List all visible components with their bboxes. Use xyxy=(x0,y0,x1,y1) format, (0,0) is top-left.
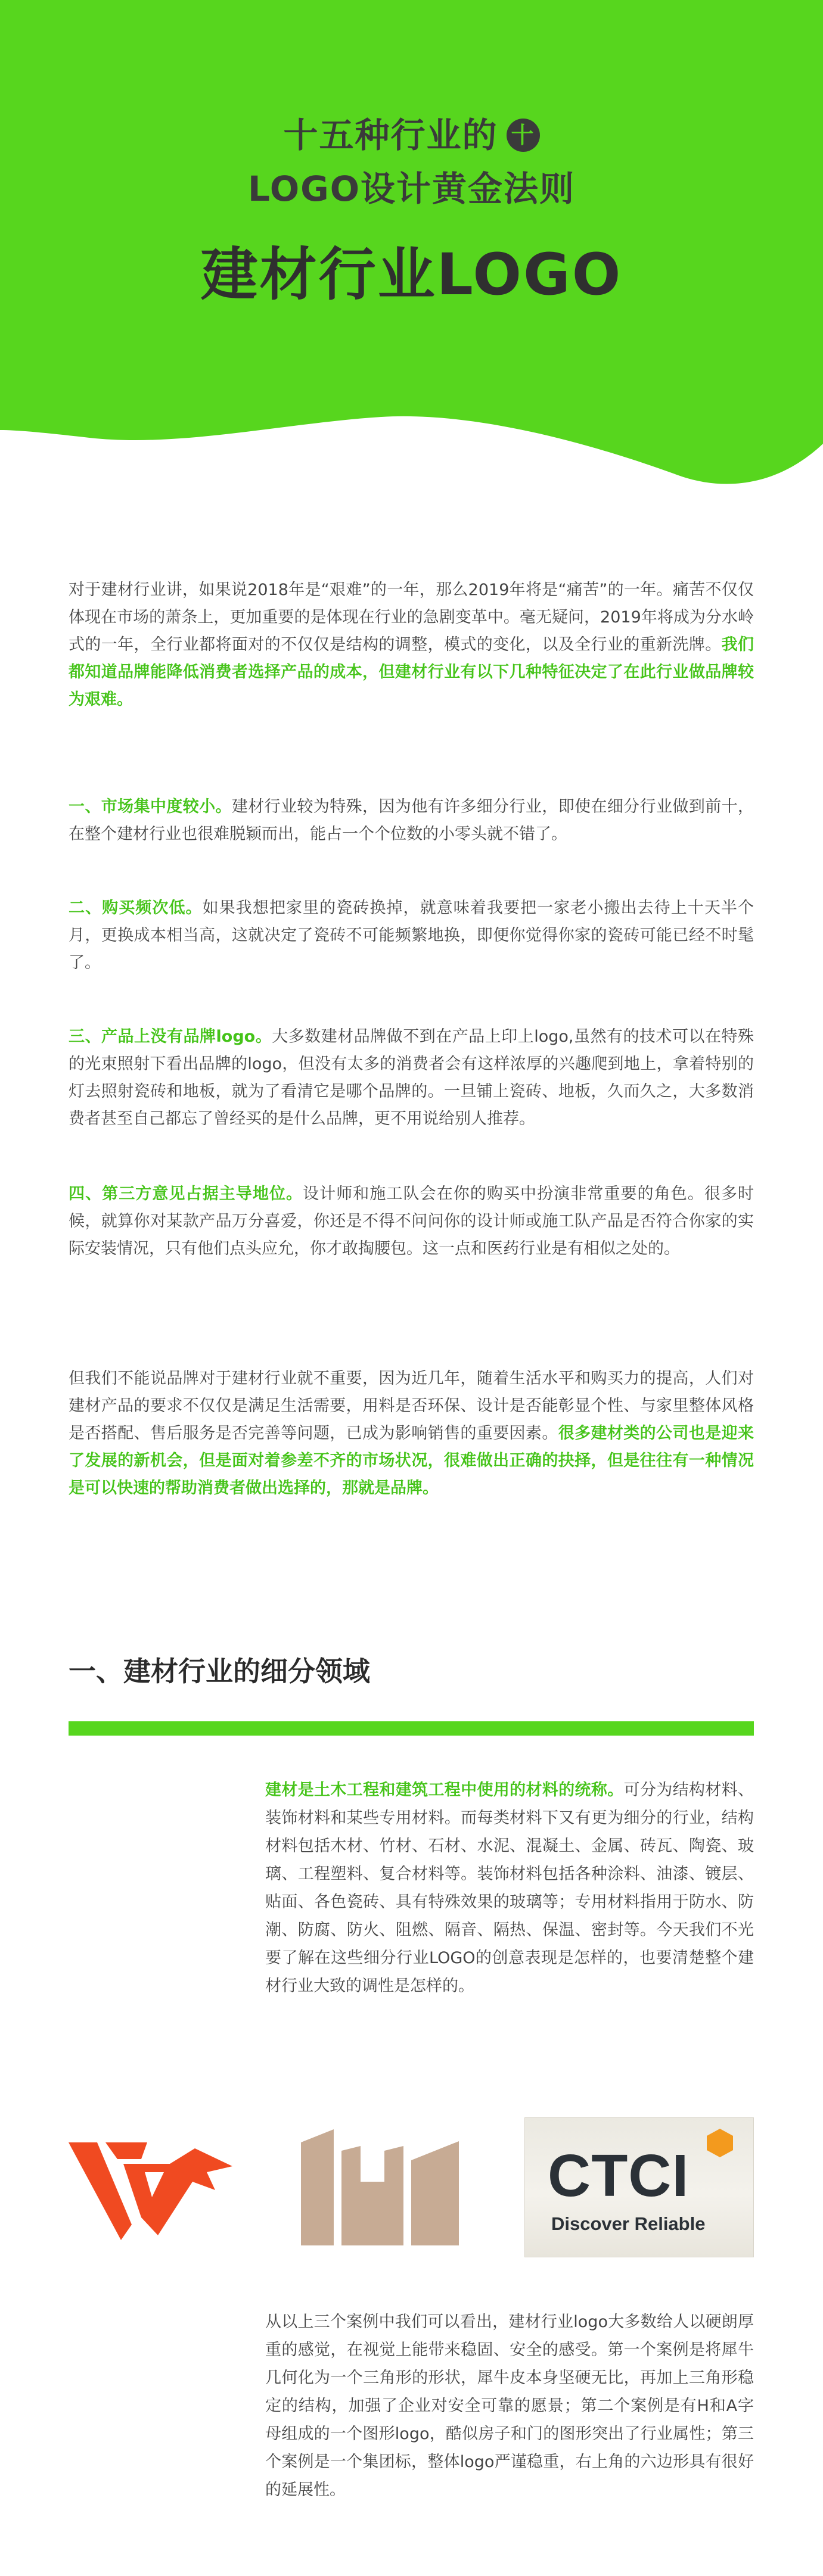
point-title-2: 二、购买频次低。 xyxy=(69,899,203,917)
hero-banner xyxy=(0,0,823,512)
point-paragraph-4: 四、第三方意见占据主导地位。设计师和施工队会在你的购买中扮演非常重要的角色。很多时候，就算你对某款产品万分喜爱，你还是不得不问问你的设计师或施工队产品是否符合你家的实际安装情况，只有他们点头应允，你才敢掏腰包。这一点和医药行业是有相似之处的。 xyxy=(69,1185,754,1258)
section-paragraph: 建材是土木工程和建筑工程中使用的材料的统称。可分为结构材料、装饰材料和某些专用材料。而每类材料下又有更为细分的行业，结构材料包括木材、竹材、石材、水泥、混凝土、金属、砖瓦、陶瓷、玻璃、工程塑料、复合材料等。装饰材料包括各种涂料、油漆、镀层、贴面、各色瓷砖、具有特殊效果的玻璃等；专用材料指用于防水、防潮、防腐、防火、阻燃、隔音、隔热、保温、密封等。今天我们不光要了解在这些细分行业LOGO的创意表现是怎样的，也要清楚整个建材行业大致的调性是怎样的。 xyxy=(265,1781,754,1995)
ten-badge-icon: 十 xyxy=(507,119,540,152)
point-title-4: 四、第三方意见占据主导地位。 xyxy=(69,1185,303,1203)
section-divider-bar xyxy=(69,1721,754,1736)
point-paragraph-1: 一、市场集中度较小。建材行业较为特殊，因为他有许多细分行业，即使在细分行业做到前十，在整个建材行业也很难脱颖而出，能占一个个位数的小零头就不错了。 xyxy=(69,798,754,843)
section-lead: 建材是土木工程和建筑工程中使用的材料的统称。 xyxy=(265,1781,624,1799)
ha-house-door-logo-icon xyxy=(301,2129,459,2245)
point-paragraph-3: 三、产品上没有品牌logo。大多数建材品牌做不到在产品上印上logo,虽然有的技术可以在特殊的光束照射下看出品牌的logo，但没有太多的消费者会有这样浓厚的兴趣爬到地上，拿着特别的灯去照射瓷砖和地板，就为了看清它是哪个品牌的。一旦铺上瓷砖、地板，久而久之，大多数消费者甚至自己都忘了曾经买的是什么品牌，更不用说给别人推荐。 xyxy=(69,1027,754,1128)
hexagon-icon xyxy=(707,2129,733,2157)
section-heading: 一、建材行业的细分领域 xyxy=(69,1655,370,1687)
conclusion-highlight: 很多建材类的公司也是迎来了发展的新机会，但是面对着参差不齐的市场状况，很难做出正确的抉择，但是往往有一种情况是可以快速的帮助消费者做出选择的，那就是品牌。 xyxy=(69,1424,754,1497)
rhino-triangle-logo-icon xyxy=(69,2135,232,2242)
point-paragraph-2: 二、购买频次低。如果我想把家里的瓷砖换掉，就意味着我要把一家老小搬出去待上十天半个月，更换成本相当高，这就决定了瓷砖不可能频繁地换，即便你觉得你家的瓷砖可能已经不时髦了。 xyxy=(69,899,754,972)
point-title-3: 三、产品上没有品牌logo。 xyxy=(69,1027,272,1046)
ctci-wordmark: CTCI xyxy=(548,2142,690,2209)
ctci-logo xyxy=(524,2117,754,2257)
intro-paragraph: 对于建材行业讲，如果说2018年是“艰难”的一年，那么2019年将是“痛苦”的一年。痛苦不仅仅体现在市场的萧条上，更加重要的是体现在行业的急剧变革中。毫无疑问，2019年将成为分水岭式的一年，全行业都将面对的不仅仅是结构的调整，模式的变化，以及全行业的重新洗牌。我们都知道品牌能降低消费者选择产品的成本，但建材行业有以下几种特征决定了在此行业做品牌较为艰难。 xyxy=(69,581,754,709)
intro-highlight: 我们都知道品牌能降低消费者选择产品的成本，但建材行业有以下几种特征决定了在此行业做品牌较为艰难。 xyxy=(69,636,754,709)
analysis-paragraph: 从以上三个案例中我们可以看出，建材行业logo大多数给人以硬朗厚重的感觉，在视觉上能带来稳固、安全的感受。第一个案例是将犀牛几何化为一个三角形的形状，犀牛皮本身坚硬无比，再加上三角形稳定的结构，加强了企业对安全可靠的愿景；第二个案例是有H和A字母组成的一个图形logo，酷似房子和门的图形突出了行业属性；第三个案例是一个集团标，整体logo严谨稳重，右上角的六边形具有很好的延展性。 xyxy=(265,2313,754,2499)
ctci-tagline: Discover Reliable xyxy=(551,2213,706,2234)
hero-subtitle-line2: LOGO设计黄金法则 xyxy=(247,169,576,209)
conclusion-paragraph: 但我们不能说品牌对于建材行业就不重要，因为近几年，随着生活水平和购买力的提高，人们对建材产品的要求不仅仅是满足生活需要，用料是否环保、设计是否能彰显个性、与家里整体风格是否搭配、售后服务是否完善等问题，已成为影响销售的重要因素。很多建材类的公司也是迎来了发展的新机会，但是面对着参差不齐的市场状况，很难做出正确的抉择，但是往往有一种情况是可以快速的帮助消费者做出选择的，那就是品牌。 xyxy=(69,1369,754,1497)
point-title-1: 一、市场集中度较小。 xyxy=(69,798,232,816)
page-title: 建材行业LOGO xyxy=(200,241,623,308)
hero-subtitle-line1: 十五种行业的 十 xyxy=(0,107,823,157)
